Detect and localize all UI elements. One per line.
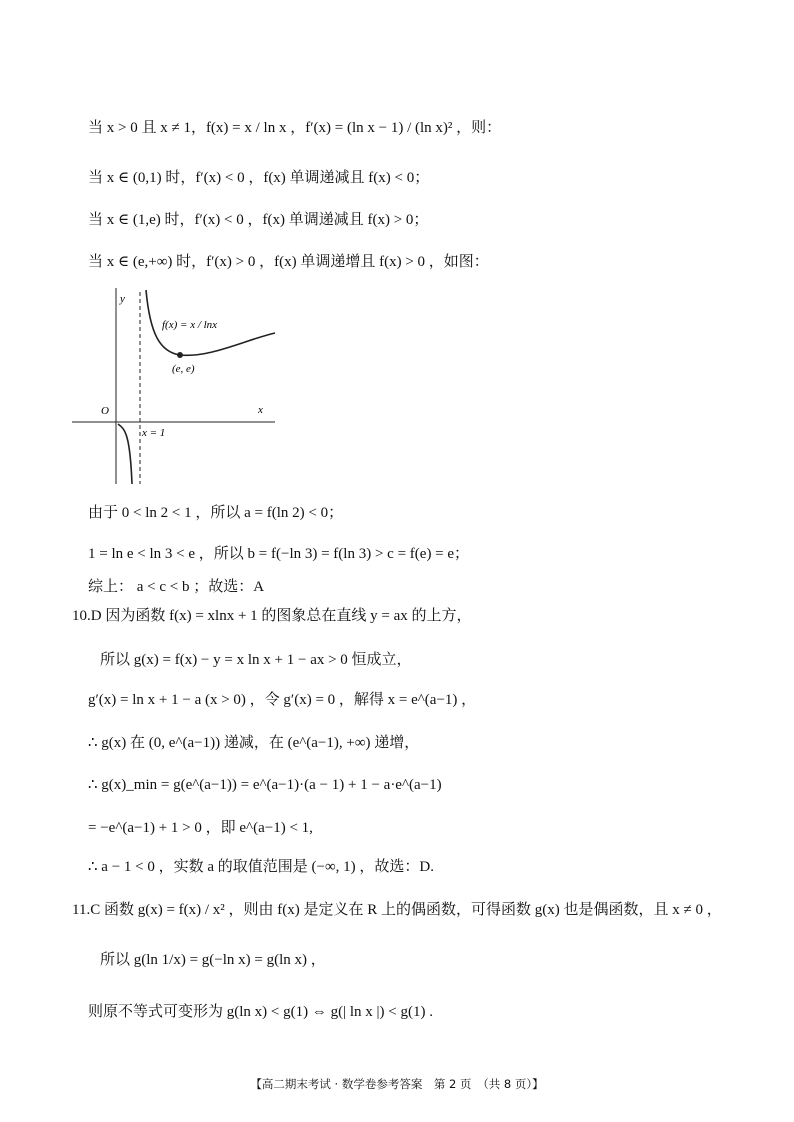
solution-line-7: 综上： a < c < b ；故选：A	[88, 579, 265, 595]
asymptote-label: x = 1	[142, 427, 166, 439]
solution-line-2: 当 x ∈ (0,1) 时，f′(x) < 0 ，f(x) 单调递减且 f(x) < 0；	[88, 170, 430, 186]
solution-line-1: 当 x > 0 且 x ≠ 1，f(x) = x / ln x ，f′(x) = (ln x − 1) / (ln x)² ，则：	[88, 120, 502, 136]
problem-10-line-7: ∴ a − 1 < 0 ，实数 a 的取值范围是 (−∞, 1) ，故选：D.	[88, 859, 435, 875]
solution-line-3: 当 x ∈ (1,e) 时，f′(x) < 0 ，f(x) 单调递减且 f(x) > 0；	[88, 212, 429, 228]
problem-10-line-4: ∴ g(x) 在 (0, e^(a−1)) 递减，在 (e^(a−1), +∞) 递增，	[88, 735, 420, 751]
problem-10-line-5: ∴ g(x)_min = g(e^(a−1)) = e^(a−1)·(a − 1) + 1 − a·e^(a−1)	[88, 777, 442, 793]
x-axis-label: x	[258, 404, 263, 416]
origin-label: O	[101, 405, 109, 417]
solution-line-5: 由于 0 < ln 2 < 1 ，所以 a = f(ln 2) < 0；	[88, 505, 344, 521]
problem-11-line-2: 所以 g(ln 1/x) = g(−ln x) = g(ln x) ，	[100, 952, 326, 968]
point-label: (e, e)	[172, 363, 195, 375]
page-footer: 【高二期末考试 · 数学卷参考答案 第 2 页 （共 8 页）】	[250, 1077, 544, 1091]
curve-left-branch	[118, 424, 132, 484]
y-axis-label: y	[120, 293, 125, 305]
function-label: f(x) = x / lnx	[162, 319, 218, 331]
problem-11-line-1: 11.C 函数 g(x) = f(x) / x² ，则由 f(x) 是定义在 R 上的偶函数，可得函数 g(x) 也是偶函数，且 x ≠ 0 ，	[72, 902, 722, 918]
solution-line-4: 当 x ∈ (e,+∞) 时，f′(x) > 0 ，f(x) 单调递增且 f(x) > 0 ，如图：	[88, 254, 489, 270]
problem-10-line-1: 10.D 因为函数 f(x) = xlnx + 1 的图象总在直线 y = ax 的上方，	[72, 608, 472, 624]
function-graph	[70, 284, 280, 489]
problem-10-line-2: 所以 g(x) = f(x) − y = x ln x + 1 − ax > 0 恒成立，	[100, 652, 412, 668]
solution-line-6: 1 = ln e < ln 3 < e ，所以 b = f(−ln 3) = f(ln 3) > c = f(e) = e；	[88, 546, 470, 562]
minimum-point	[177, 352, 183, 358]
problem-10-line-3: g′(x) = ln x + 1 − a (x > 0) ，令 g′(x) = 0 ，解得 x = e^(a−1) ，	[88, 692, 477, 708]
problem-11-line-3: 则原不等式可变形为 g(ln x) < g(1) ⇔ g(| ln x |) < g(1) .	[88, 1004, 433, 1020]
problem-10-line-6: = −e^(a−1) + 1 > 0 ，即 e^(a−1) < 1,	[88, 820, 313, 836]
